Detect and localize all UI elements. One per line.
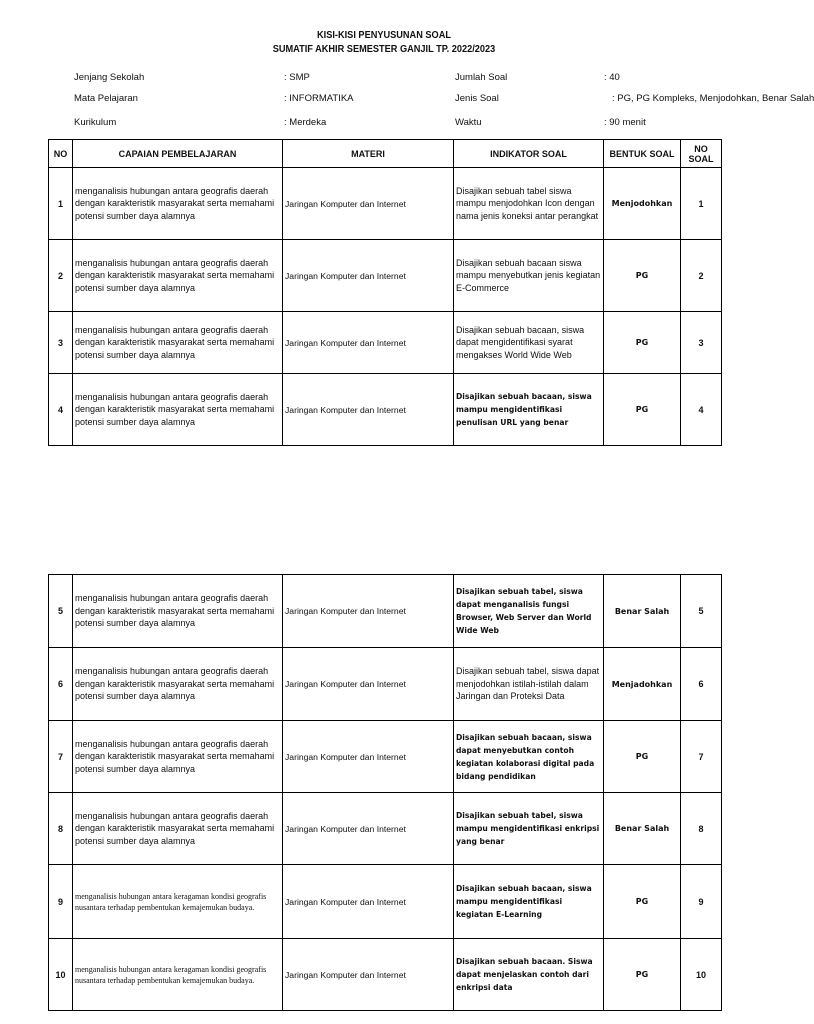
row-no: 2 xyxy=(49,240,73,312)
doc-subtitle: SUMATIF AKHIR SEMESTER GANJIL TP. 2022/2023 xyxy=(272,44,496,55)
row-indikator: Disajikan sebuah tabel, siswa dapat menjodohkan istilah-istilah dalam Jaringan dan Proteksi Data xyxy=(454,648,604,721)
meta-kurikulum-value: : Merdeka xyxy=(284,117,327,128)
row-capaian: menganalisis hubungan antara geografis daerah dengan karakteristik masyarakat serta memahami potensi sumber daya alamnya xyxy=(73,240,283,312)
row-materi: Jaringan Komputer dan Internet xyxy=(283,374,454,446)
row-no: 9 xyxy=(49,865,73,939)
row-bentuk: Benar Salah xyxy=(604,575,681,648)
row-no-soal: 4 xyxy=(681,374,722,446)
row-bentuk: PG xyxy=(604,721,681,793)
table-row xyxy=(49,648,722,721)
row-indikator: Disajikan sebuah tabel, siswa dapat menganalisis fungsi Browser, Web Server dan World Wide Web xyxy=(454,575,604,648)
row-materi: Jaringan Komputer dan Internet xyxy=(283,312,454,374)
row-no: 8 xyxy=(49,793,73,865)
header-materi: MATERI xyxy=(283,140,454,168)
table-row xyxy=(49,374,722,446)
row-indikator: Disajikan sebuah bacaan, siswa dapat menyebutkan contoh kegiatan kolaborasi digital pada bidang pendidikan xyxy=(454,721,604,793)
row-no-soal: 2 xyxy=(681,240,722,312)
row-materi: Jaringan Komputer dan Internet xyxy=(283,240,454,312)
row-materi: Jaringan Komputer dan Internet xyxy=(283,865,454,939)
table-header-row xyxy=(49,140,722,168)
meta-jenjang-value: : SMP xyxy=(284,72,310,83)
table-row xyxy=(49,939,722,1011)
row-capaian: menganalisis hubungan antara geografis daerah dengan karakteristik masyarakat serta memahami potensi sumber daya alamnya xyxy=(73,575,283,648)
row-no-soal: 3 xyxy=(681,312,722,374)
row-capaian: menganalisis hubungan antara geografis daerah dengan karakteristik masyarakat serta memahami potensi sumber daya alamnya xyxy=(73,648,283,721)
meta-kurikulum-label: Kurikulum xyxy=(74,117,117,128)
row-materi: Jaringan Komputer dan Internet xyxy=(283,721,454,793)
row-indikator: Disajikan sebuah tabel, siswa mampu mengidentifikasi enkripsi yang benar xyxy=(454,793,604,865)
row-indikator: Disajikan sebuah bacaan, siswa mampu mengidentifikasi kegiatan E-Learning xyxy=(454,865,604,939)
table-row xyxy=(49,312,722,374)
row-indikator: Disajikan sebuah bacaan, siswa dapat mengidentifikasi syarat mengakses World Wide Web xyxy=(454,312,604,374)
row-materi: Jaringan Komputer dan Internet xyxy=(283,648,454,721)
kisi-table-bottom xyxy=(48,574,722,1011)
meta-jumlah-value: : 40 xyxy=(604,72,620,83)
row-capaian: menganalisis hubungan antara geografis daerah dengan karakteristik masyarakat serta memahami potensi sumber daya alamnya xyxy=(73,312,283,374)
row-bentuk: PG xyxy=(604,240,681,312)
row-capaian: menganalisis hubungan antara geografis daerah dengan karakteristik masyarakat serta memahami potensi sumber daya alamnya xyxy=(73,793,283,865)
row-no: 7 xyxy=(49,721,73,793)
row-capaian: menganalisis hubungan antara geografis daerah dengan karakteristik masyarakat serta memahami potensi sumber daya alamnya xyxy=(73,374,283,446)
meta-waktu-label: Waktu xyxy=(455,117,482,128)
row-no: 1 xyxy=(49,168,73,240)
meta-waktu-value: : 90 menit xyxy=(604,117,646,128)
row-no-soal: 9 xyxy=(681,865,722,939)
header-no-soal: NO SOAL xyxy=(681,140,722,168)
table-row xyxy=(49,793,722,865)
row-no: 3 xyxy=(49,312,73,374)
table-row xyxy=(49,721,722,793)
row-no-soal: 10 xyxy=(681,939,722,1011)
kisi-table-top xyxy=(48,139,722,446)
row-bentuk: PG xyxy=(604,312,681,374)
row-materi: Jaringan Komputer dan Internet xyxy=(283,575,454,648)
row-indikator: Disajikan sebuah bacaan siswa mampu menyebutkan jenis kegiatan E-Commerce xyxy=(454,240,604,312)
row-bentuk: PG xyxy=(604,865,681,939)
row-bentuk: Benar Salah xyxy=(604,793,681,865)
row-no: 4 xyxy=(49,374,73,446)
meta-jenis-value: : PG, PG Kompleks, Menjodohkan, Benar Salah xyxy=(612,93,814,104)
table-row xyxy=(49,575,722,648)
meta-jenis-label: Jenis Soal xyxy=(455,93,499,104)
header-capaian: CAPAIAN PEMBELAJARAN xyxy=(73,140,283,168)
row-no-soal: 6 xyxy=(681,648,722,721)
header-no: NO xyxy=(49,140,73,168)
row-capaian: menganalisis hubungan antara keragaman kondisi geografis nusantara terhadap pembentukan kemajemukan budaya. xyxy=(73,939,283,1011)
row-no-soal: 8 xyxy=(681,793,722,865)
row-capaian: menganalisis hubungan antara keragaman kondisi geografis nusantara terhadap pembentukan kemajemukan budaya. xyxy=(73,865,283,939)
row-materi: Jaringan Komputer dan Internet xyxy=(283,793,454,865)
row-capaian: menganalisis hubungan antara geografis daerah dengan karakteristik masyarakat serta memahami potensi sumber daya alamnya xyxy=(73,721,283,793)
table-row xyxy=(49,168,722,240)
row-no-soal: 7 xyxy=(681,721,722,793)
row-bentuk: Menjadohkan xyxy=(604,648,681,721)
row-indikator: Disajikan sebuah tabel siswa mampu menjodohkan Icon dengan nama jenis koneksi antar perangkat xyxy=(454,168,604,240)
meta-jumlah-label: Jumlah Soal xyxy=(455,72,508,83)
doc-title: KISI-KISI PENYUSUNAN SOAL xyxy=(317,30,451,41)
row-capaian: menganalisis hubungan antara geografis daerah dengan karakteristik masyarakat serta memahami potensi sumber daya alamnya xyxy=(73,168,283,240)
row-no: 6 xyxy=(49,648,73,721)
row-indikator: Disajikan sebuah bacaan, siswa mampu mengidentifikasi penulisan URL yang benar xyxy=(454,374,604,446)
header-bentuk: BENTUK SOAL xyxy=(604,140,681,168)
row-indikator: Disajikan sebuah bacaan. Siswa dapat menjelaskan contoh dari enkripsi data xyxy=(454,939,604,1011)
row-no-soal: 1 xyxy=(681,168,722,240)
row-materi: Jaringan Komputer dan Internet xyxy=(283,168,454,240)
row-no: 10 xyxy=(49,939,73,1011)
row-bentuk: PG xyxy=(604,939,681,1011)
row-bentuk: Menjodohkan xyxy=(604,168,681,240)
table-row xyxy=(49,240,722,312)
table-row xyxy=(49,865,722,939)
meta-mapel-value: : INFORMATIKA xyxy=(284,93,354,104)
row-materi: Jaringan Komputer dan Internet xyxy=(283,939,454,1011)
meta-mapel-label: Mata Pelajaran xyxy=(74,93,138,104)
row-no: 5 xyxy=(49,575,73,648)
row-no-soal: 5 xyxy=(681,575,722,648)
meta-jenjang-label: Jenjang Sekolah xyxy=(74,72,145,83)
row-bentuk: PG xyxy=(604,374,681,446)
header-indikator: INDIKATOR SOAL xyxy=(454,140,604,168)
